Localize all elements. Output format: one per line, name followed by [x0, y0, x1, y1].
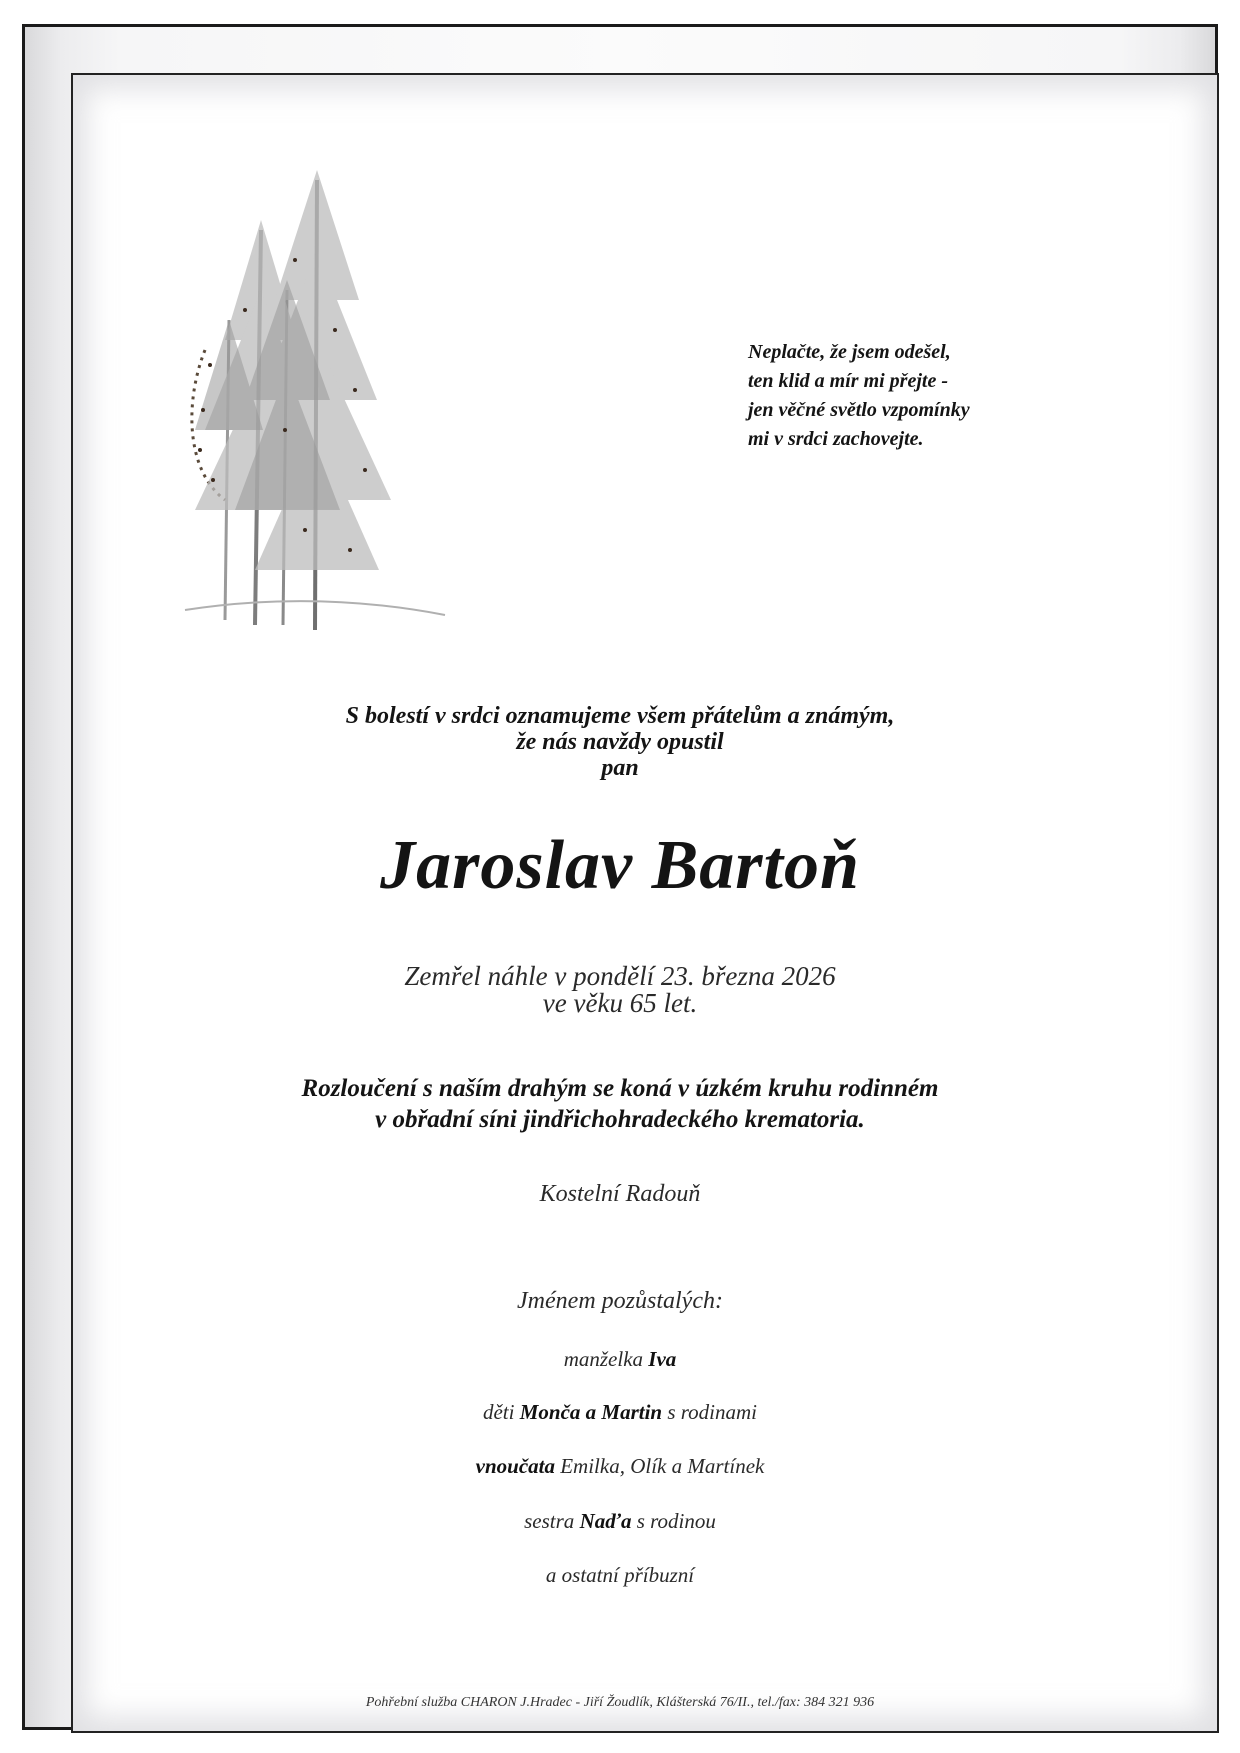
- mourner-name: Monča a Martin: [519, 1400, 663, 1424]
- mourner-suffix: Emilka, Olík a Martínek: [554, 1454, 765, 1478]
- death-info: [0, 963, 1240, 1017]
- mourner-children: [0, 1400, 1240, 1425]
- deceased-name: Jaroslav Bartoň: [380, 827, 860, 904]
- funeral-service-footer: Pohřební služba CHARON J.Hradec - Jiří Žoudlík, Klášterská 76/II., tel./fax: 384 321 936: [365, 1695, 875, 1710]
- announcement-line: pan: [601, 755, 639, 781]
- farewell-line: v obřadní síni jindřichohradeckého krematoria.: [375, 1106, 865, 1133]
- mourner-suffix: s rodinami: [662, 1400, 758, 1424]
- farewell-notice: [0, 1073, 1240, 1135]
- death-info-line: ve věku 65 let.: [542, 988, 698, 1018]
- mourner-relatives: [0, 1563, 1240, 1588]
- poem-line: Neplačte, že jsem odešel,: [748, 341, 951, 363]
- mourner-name: Iva: [648, 1347, 677, 1371]
- mourner-prefix: manželka: [563, 1347, 649, 1371]
- mourner-prefix: a ostatní příbuzní: [545, 1563, 695, 1587]
- poem-line: ten klid a mír mi přejte -: [748, 370, 948, 392]
- announcement: [0, 703, 1240, 781]
- mourner-spouse: [0, 1347, 1240, 1372]
- poem-line: mi v srdci zachovejte.: [748, 428, 924, 450]
- mourner-name: vnoučata: [475, 1454, 555, 1478]
- poem-motto: [748, 338, 970, 454]
- announcement-line: že nás navždy opustil: [516, 729, 724, 755]
- farewell-line: Rozloučení s naším drahým se koná v úzkém kruhu rodinném: [301, 1075, 939, 1102]
- mourner-sister: [0, 1509, 1240, 1534]
- trees-illustration: [165, 170, 465, 640]
- mourner-suffix: s rodinou: [631, 1509, 716, 1533]
- mourner-prefix: sestra: [524, 1509, 580, 1533]
- poem-line: jen věčné světlo vzpomínky: [748, 399, 970, 421]
- place-name: Kostelní Radouň: [539, 1181, 701, 1207]
- mourner-name: Naďa: [579, 1509, 632, 1533]
- mourner-grandchildren: [0, 1454, 1240, 1479]
- mourner-prefix: děti: [482, 1400, 520, 1424]
- announcement-line: S bolestí v srdci oznamujeme všem přátelům a známým,: [345, 703, 895, 729]
- mourners-title: Jménem pozůstalých:: [517, 1288, 723, 1314]
- death-info-line: Zemřel náhle v pondělí 23. března 2026: [404, 961, 836, 991]
